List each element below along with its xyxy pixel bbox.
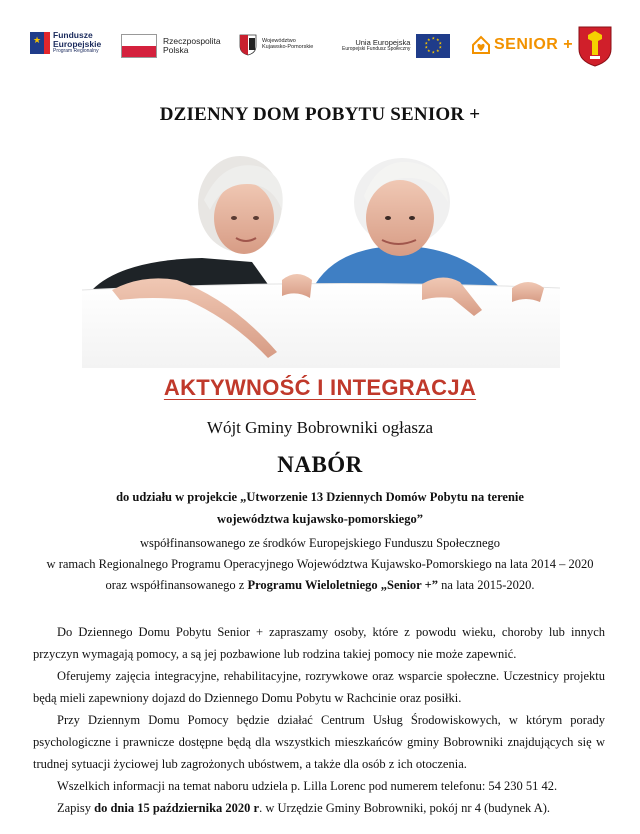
gmina-crest-icon	[577, 25, 613, 67]
seniors-photo	[82, 140, 560, 368]
program-name: Programu Wieloletniego „Senior +”	[247, 578, 439, 592]
deadline: do dnia 15 października 2020 r	[94, 801, 260, 815]
svg-text:★: ★	[438, 44, 443, 50]
polish-flag-icon	[121, 34, 157, 58]
paragraph-5	[33, 797, 605, 819]
svg-text:★: ★	[427, 37, 431, 42]
senior-plus-text: SENIOR +	[494, 35, 574, 53]
eu-flag-icon	[416, 34, 450, 58]
project-line-1	[0, 490, 640, 505]
rzeczpospolita-logo	[121, 34, 221, 58]
p5-prefix: Zapisy	[57, 801, 95, 815]
project-line-5-suffix: na lata 2015-2020.	[438, 578, 535, 592]
project-line-5-prefix: oraz współfinansowanego z	[105, 578, 248, 592]
body-text	[33, 621, 605, 819]
fundusze-europejskie-icon: ★	[30, 32, 48, 54]
paragraph-4: Wszelkich informacji na temat naboru udziela p. Lilla Lorenc pod numerem telefonu: 54 230 51 42.	[57, 779, 558, 793]
kujawsko-pomorskie-crest-icon	[239, 34, 257, 56]
page-title: DZIENNY DOM POBYTU SENIOR +	[159, 104, 481, 125]
ue-line2: Europejski Fundusz Społeczny	[342, 46, 411, 53]
recruitment-heading: NABÓR	[277, 452, 363, 477]
paragraph-1: Do Dziennego Domu Pobytu Senior + zapraszamy osoby, które z powodu wieku, choroby lub innych przyczyn wymagają pomocy, a są jej pozbawione lub rodzina takiej pomocy nie może zapewnić.	[33, 625, 605, 661]
fundusze-europejskie-logo	[30, 31, 101, 54]
project-line-1-prefix: do udziału w projekcie	[116, 490, 241, 504]
paragraph-2: Oferujemy zajęcia integracyjne, rehabilitacyjne, rozrywkowe oraz wsparcie społeczne. Uczestnicy projektu będą mieli zapewniony dojazd do Dziennego Domu Pobytu w Rachcinie oraz posiłki.	[33, 669, 605, 705]
unia-europejska-logo	[342, 34, 450, 58]
rp-line1: Rzeczpospolita	[163, 36, 221, 47]
paragraph-3: Przy Dziennym Domu Pomocy będzie działać Centrum Usług Środowiskowych, w którym porady psychologiczne i prawnicze dostępne będą dla wszystkich mieszkańców gminy Bobrowniki znajdujących się w trudnej sytuacji życiowej lub zagrożonych ubóstwem, a także dla osób z ich otoczenia.	[33, 713, 605, 771]
project-line-4: w ramach Regionalnego Programu Operacyjnego Województwa Kujawsko-Pomorskiego na lata 2014 – 2020	[46, 557, 594, 571]
p5-suffix: . w Urzędzie Gminy Bobrowniki, pokój nr 4 (budynek A).	[259, 801, 551, 815]
rp-line2: Polska	[163, 45, 189, 55]
logo-strip	[0, 0, 640, 80]
svg-text:★: ★	[424, 44, 429, 50]
svg-text:★: ★	[436, 48, 440, 53]
project-line-3: współfinansowanego ze środków Europejskiego Funduszu Społecznego	[140, 536, 500, 550]
kp-line1: Województwo	[262, 38, 296, 45]
heart-house-icon	[470, 34, 492, 56]
wojewodztwo-logo	[239, 34, 313, 56]
project-line-2: województwa kujawsko-pomorskiego”	[217, 512, 423, 526]
fe-line3: Program Regionalny	[53, 47, 99, 54]
svg-text:★: ★	[431, 35, 436, 41]
ue-line1: Unia Europejska	[355, 38, 411, 48]
kp-line2: Kujawsko-Pomorskie	[262, 44, 314, 50]
svg-text:★: ★	[438, 40, 443, 46]
svg-text:★: ★	[427, 48, 431, 53]
svg-text:★: ★	[436, 37, 440, 42]
project-name: „Utworzenie 13 Dziennych Domów Pobytu na terenie	[240, 490, 524, 504]
svg-text:★: ★	[431, 49, 436, 55]
slogan: AKTYWNOŚĆ I INTEGRACJA	[163, 375, 477, 400]
fe-line2: Europejskie	[53, 38, 102, 49]
announcement: Wójt Gminy Bobrowniki ogłasza	[206, 418, 434, 437]
project-line-5	[0, 578, 640, 593]
senior-plus-logo	[470, 34, 573, 56]
svg-text:★: ★	[424, 40, 429, 46]
fe-line1: Fundusze	[53, 30, 93, 40]
